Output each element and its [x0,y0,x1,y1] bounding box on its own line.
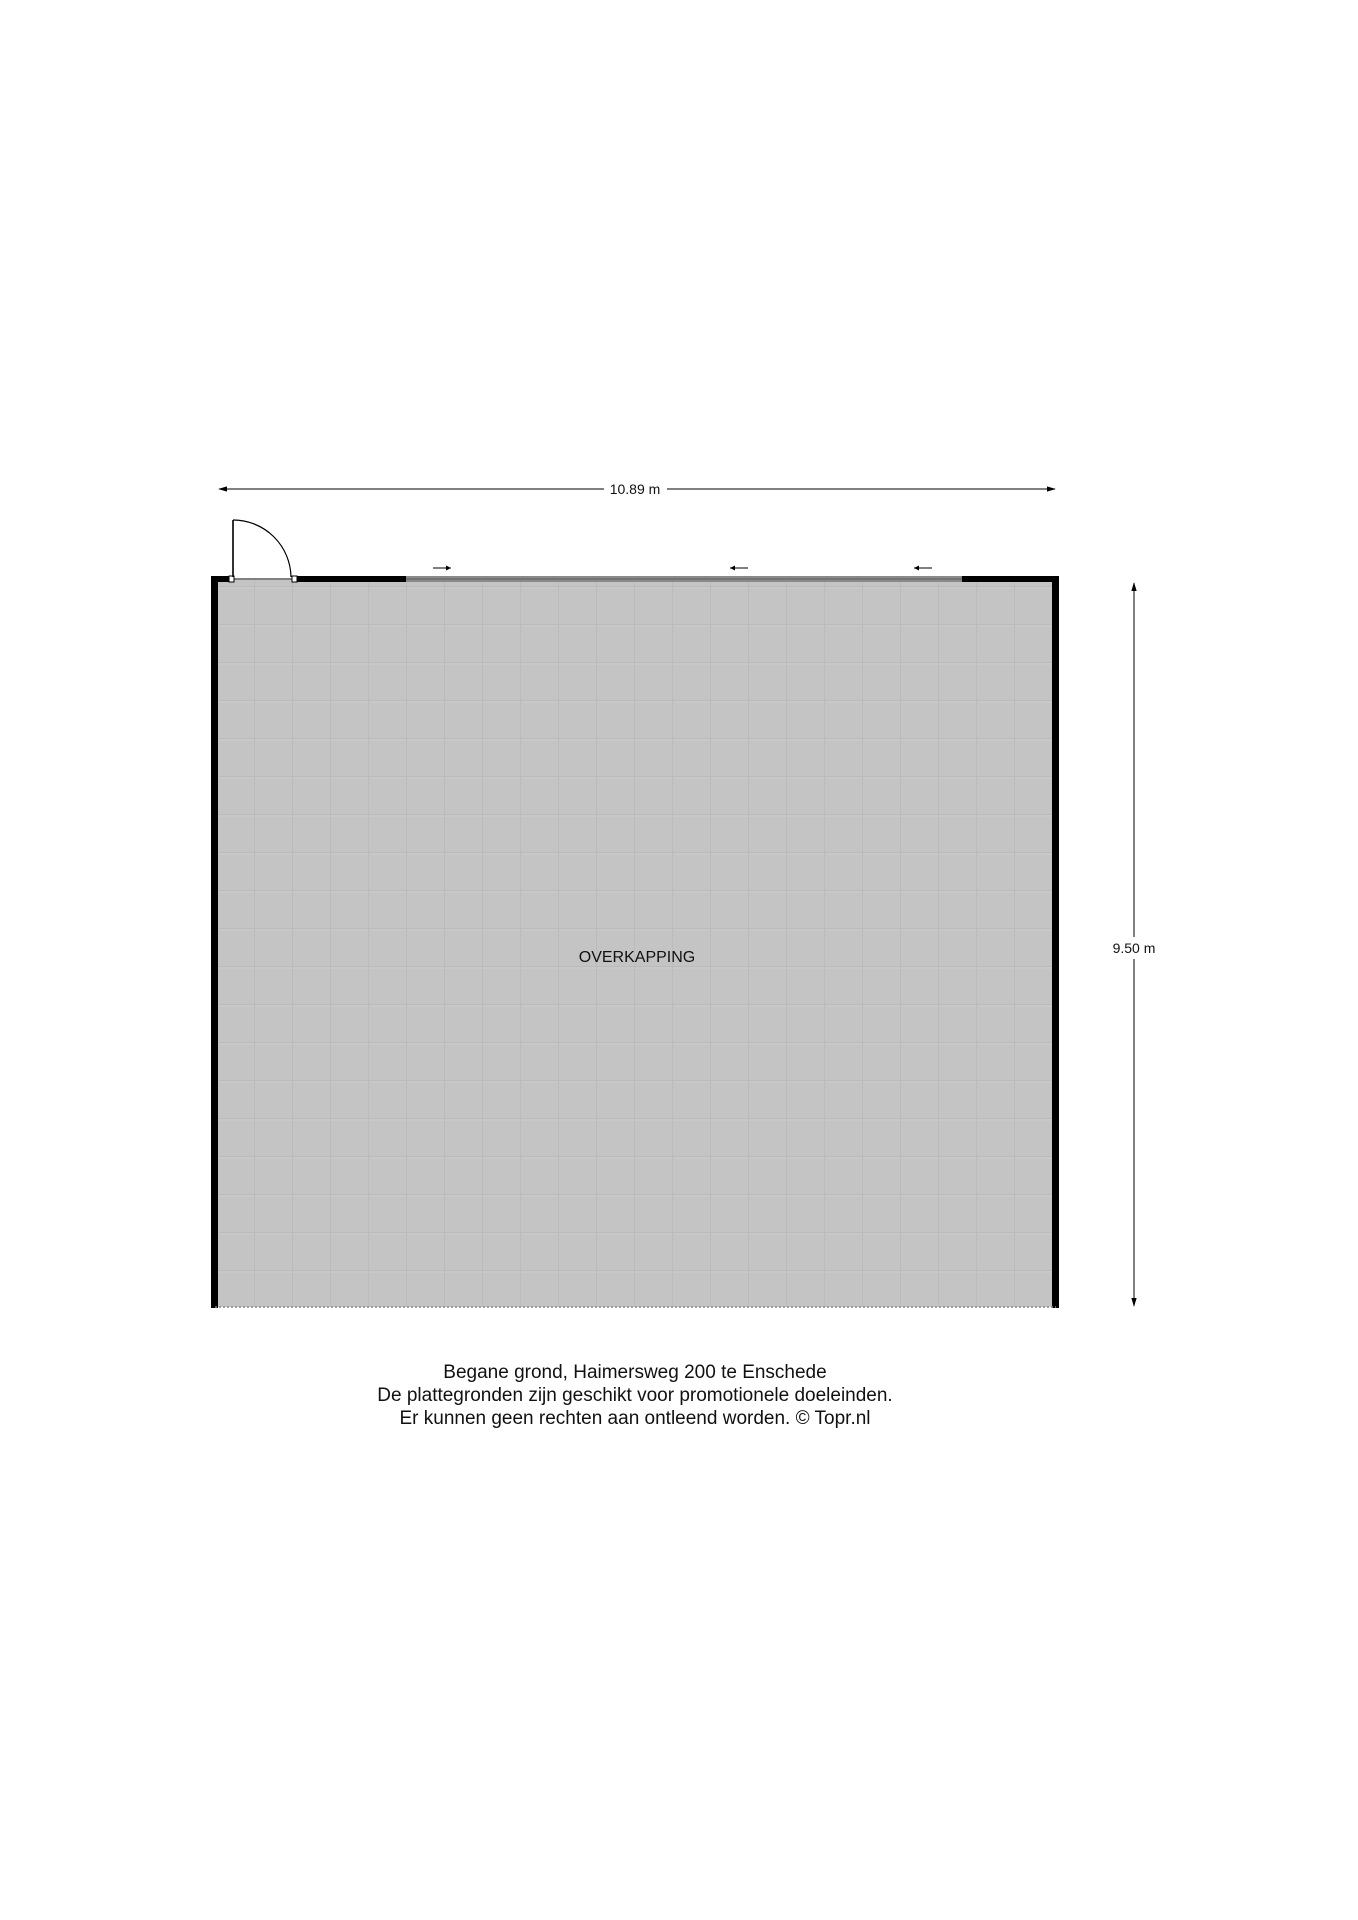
width-dimension [219,481,1055,497]
caption-title: Begane grond, Haimersweg 200 te Enschede [443,1362,827,1383]
width-dimension-label: 10.89 m [609,481,661,497]
caption-copyright: Er kunnen geen rechten aan ontleend worden. © Topr.nl [399,1408,871,1429]
wall-top-left-stub [211,576,229,582]
room-floor [217,580,1053,1307]
door-threshold-right [292,576,297,582]
sliding-direction-arrows [433,566,932,571]
depth-dimension [1113,583,1156,1306]
sliding-arrow-left [730,566,748,571]
wall-left [211,576,218,1308]
depth-dimension-label: 9.50 m [1112,940,1156,956]
caption-disclaimer: De plattegronden zijn geschikt voor promotionele doeleinden. [377,1385,893,1406]
door [229,520,297,582]
wall-top-middle [296,576,406,582]
room-label: OVERKAPPING [578,949,696,966]
wall-top-right [962,576,1059,582]
sliding-arrow-right [433,566,451,571]
door-swing-arc [233,520,291,577]
sliding-arrow-left [914,566,932,571]
wall-right [1052,576,1059,1308]
